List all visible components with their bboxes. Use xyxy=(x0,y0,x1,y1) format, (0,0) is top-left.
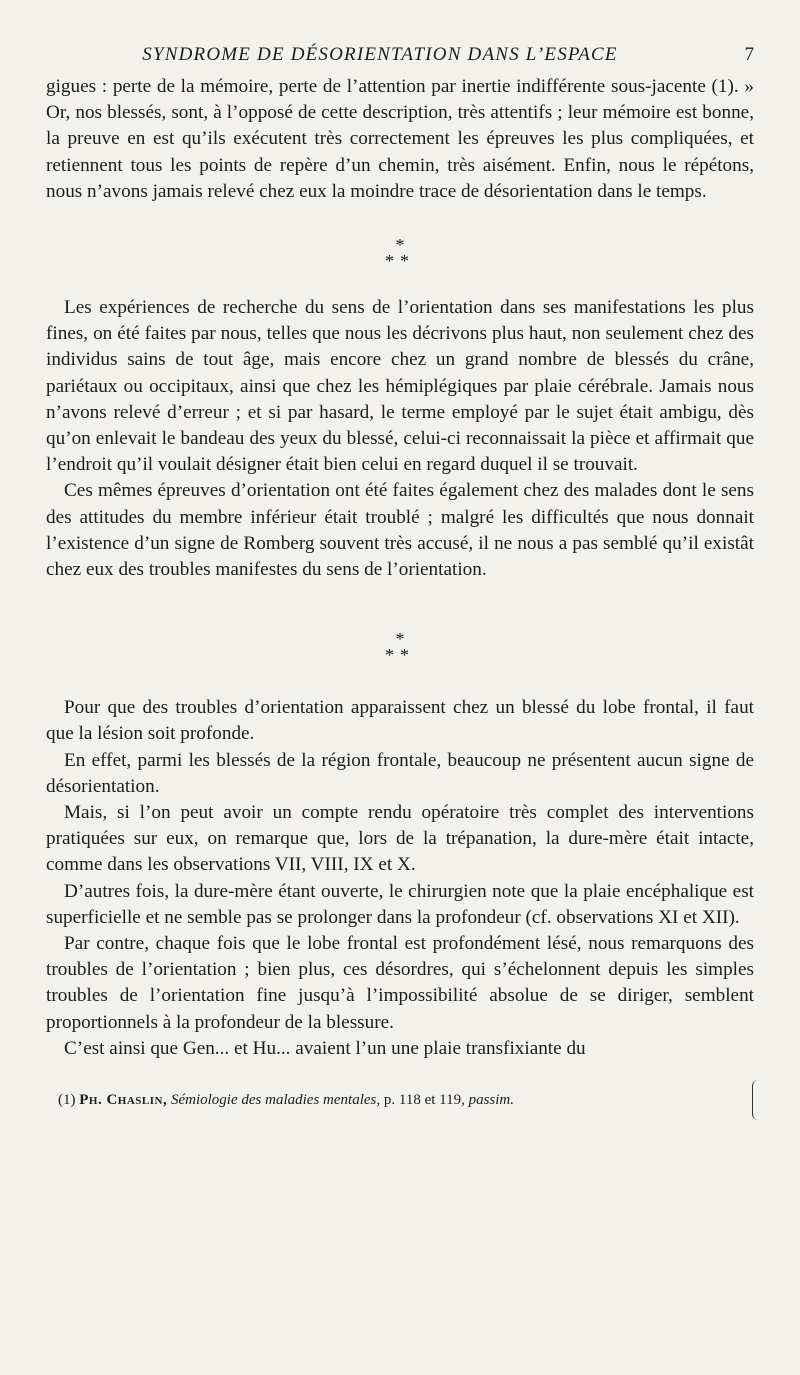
footnote xyxy=(46,1090,754,1110)
footnote-note: passim. xyxy=(468,1092,515,1109)
paragraph: D’autres fois, la dure-mère étant ouverte, le chirurgien note que la plaie encéphalique est superficielle et ne semble pas se prolonger dans la profondeur (cf. observations XI et XII). xyxy=(46,880,754,928)
section-separator xyxy=(46,237,754,271)
section-separator xyxy=(46,631,754,665)
paragraph: Ces mêmes épreuves d’orientation ont été faites également chez des malades dont le sens des attitudes du membre inférieur était troublé ; malgré les difficultés que nous donnait l’existence d’un signe de Romberg souvent très accusé, il ne nous a pas semblé qu’il existât chez eux des troubles manifestes du sens de l’orientation. xyxy=(46,480,754,581)
asterism-glyph: * xyxy=(395,235,405,256)
paragraph: Mais, si l’on peut avoir un compte rendu opératoire très complet des interventions pratiquées sur eux, on remarque que, lors de la trépanation, la dure-mère était intacte, comme dans les observations VII, VIII, IX et X. xyxy=(46,802,754,876)
asterism-glyph: ** xyxy=(385,645,415,666)
paragraph-continued: gigues : perte de la mémoire, perte de l’attention par inertie indifférente sous-jacente (1). » Or, nos blessés, sont, à l’opposé de cette description, très attentifs ; leur mémoire est bonne, la preuve en est qu’ils exécutent très correctement les épreuves les plus compliquées, et retiennent tous les points de repère d’un chemin, très aisément. Enfin, nous le répétons, nous n’avons jamais relevé chez eux la moindre trace de désorientation dans le temps. xyxy=(46,76,754,202)
footnote-pages: p. 118 et 119, xyxy=(383,1092,465,1109)
footnote-marker: (1) xyxy=(58,1092,76,1109)
paragraph: En effet, parmi les blessés de la région frontale, beaucoup ne présentent aucun signe de désorientation. xyxy=(46,749,754,797)
paragraph: Pour que des troubles d’orientation apparaissent chez un blessé du lobe frontal, il faut que la lésion soit profonde. xyxy=(46,697,754,745)
running-title: SYNDROME DE DÉSORIENTATION DANS L’ESPACE xyxy=(142,44,618,65)
footnote-author: Ph. Chaslin, xyxy=(79,1092,168,1109)
paragraph: C’est ainsi que Gen... et Hu... avaient l’un une plaie transfixiante du xyxy=(64,1037,586,1059)
footnote-work: Sémiologie des maladies mentales, xyxy=(170,1092,381,1109)
asterism-glyph: ** xyxy=(385,251,415,272)
running-header xyxy=(46,44,754,74)
paragraph: Par contre, chaque fois que le lobe frontal est profondément lésé, nous remarquons des troubles de l’orientation ; bien plus, ces désordres, qui s’échelonnent depuis les simples troubles de l’orientation fine jusqu’à l’impossibilité absolue de se diriger, semblent proportionnels à la profondeur de la blessure. xyxy=(46,933,754,1033)
paragraph: Les expériences de recherche du sens de l’orientation dans ses manifestations les plus fines, on été faites par nous, telles que nous les décrivons plus haut, non seulement chez des individus sains de tout âge, mais encore chez un grand nombre de blessés du crâne, pariétaux ou occipitaux, ainsi que chez les hémiplégiques par plaie cérébrale. Jamais nous n’avons relevé d’erreur ; et si par hasard, le terme employé par le sujet était ambigu, dès qu’on enlevait le bandeau des yeux du blessé, celui-ci reconnaissait la pièce et affirmait que l’endroit qu’il voulait désigner était bien celui en regard duquel il se trouvait. xyxy=(46,297,754,476)
book-page xyxy=(46,44,754,1110)
page-number: 7 xyxy=(744,44,754,65)
margin-bracket-mark xyxy=(752,1080,759,1120)
asterism-glyph: * xyxy=(395,629,405,650)
